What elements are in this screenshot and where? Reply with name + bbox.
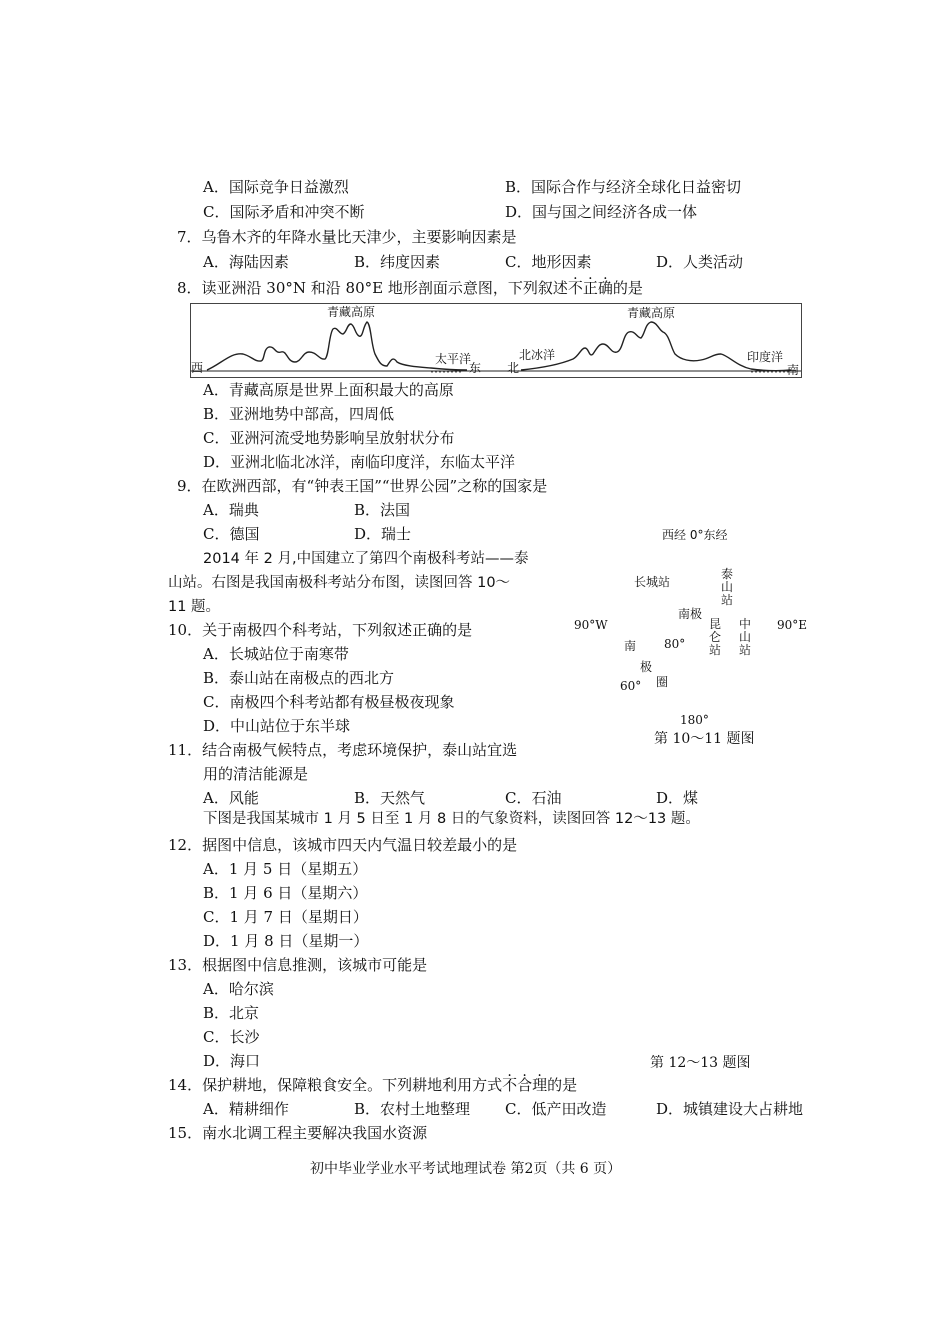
pacific-label: 太平洋	[435, 352, 472, 366]
q13-option-c: C．长沙	[203, 1028, 260, 1046]
kunlun-station-label: 昆仑站	[708, 617, 721, 657]
q8-stem	[177, 278, 643, 298]
east-label: 东	[469, 361, 482, 375]
q6-option-c: C．国际矛盾和冲突不断	[203, 203, 365, 221]
south-pole-label: 南极	[678, 607, 703, 621]
right-plateau-label: 青藏高原	[627, 306, 676, 320]
q9-option-b: B．法国	[354, 501, 411, 519]
q12-option-d: D．1 月 8 日（星期一）	[203, 932, 369, 950]
q10-option-c: C．南极四个科考站都有极昼极夜现象	[203, 693, 455, 711]
q14-option-c: C．低产田改造	[505, 1100, 607, 1118]
antarctic-circle-char-1: 南	[624, 639, 637, 653]
q8-option-a: A．青藏高原是世界上面积最大的高原	[203, 381, 454, 399]
page-footer: 初中毕业学业水平考试地理试卷 第2页（共 6 页）	[310, 1161, 622, 1177]
longitude-90e-label: 90°E	[777, 618, 808, 632]
intro-10-11-line1: 2014 年 2 月,中国建立了第四个南极科考站——泰	[203, 551, 529, 567]
q14-stem-end: 的是	[547, 1076, 578, 1094]
taishan-station-label: 泰山站	[720, 567, 733, 607]
q7-option-b: B．纬度因素	[354, 253, 441, 271]
q9-option-d: D．瑞士	[354, 525, 412, 543]
q9-option-a: A．瑞典	[203, 501, 259, 519]
q13-stem: 13．根据图中信息推测，该城市可能是	[168, 956, 428, 974]
indian-label: 印度洋	[747, 350, 784, 364]
terrain-profile-svg	[191, 304, 801, 377]
q6-option-a: A．国际竞争日益激烈	[203, 178, 349, 196]
q7-option-a: A．海陆因素	[203, 253, 289, 271]
arctic-label: 北冰洋	[519, 348, 556, 362]
q11-option-d: D．煤	[656, 789, 699, 807]
q14-option-b: B．农村土地整理	[354, 1100, 471, 1118]
q13-option-b: B．北京	[203, 1004, 260, 1022]
north-label: 北	[507, 361, 520, 375]
q10-stem: 10．关于南极四个科考站，下列叙述正确的是	[168, 621, 473, 639]
latitude-80-label: 80°	[664, 637, 686, 651]
q6-option-d: D．国与国之间经济各成一体	[505, 203, 698, 221]
q9-option-c: C．德国	[203, 525, 260, 543]
q8-option-c: C．亚洲河流受地势影响呈放射状分布	[203, 429, 455, 447]
left-plateau-label: 青藏高原	[327, 305, 376, 319]
map-top-label: 西经 0°东经	[662, 528, 728, 542]
profile-line-30n	[207, 322, 467, 370]
longitude-90w-label: 90°W	[574, 618, 608, 632]
q11-stem-line1: 11．结合南极气候特点，考虑环境保护，泰山站宜选	[168, 741, 518, 759]
emphasis-char: 理	[532, 1076, 548, 1094]
emphasis-char: 不	[567, 279, 583, 297]
intro-12-13: 下图是我国某城市 1 月 5 日至 1 月 8 日的气象资料，读图回答 12～13 题。	[203, 811, 700, 827]
q13-option-d: D．海口	[203, 1052, 261, 1070]
q11-stem-line2: 用的清洁能源是	[203, 765, 309, 783]
q11-option-b: B．天然气	[354, 789, 426, 807]
q12-stem: 12．据图中信息，该城市四天内气温日较差最小的是	[168, 836, 518, 854]
q8-stem-text: 8．读亚洲沿 30°N 和沿 80°E 地形剖面示意图，下列叙述	[177, 279, 568, 297]
emphasis-char: 合	[517, 1076, 533, 1094]
terrain-profile-figure	[190, 303, 802, 378]
q10-option-b: B．泰山站在南极点的西北方	[203, 669, 395, 687]
q7-option-c: C．地形因素	[505, 253, 592, 271]
q14-stem	[168, 1075, 577, 1095]
q6-option-b: B．国际合作与经济全球化日益密切	[505, 178, 742, 196]
q11-option-a: A．风能	[203, 789, 259, 807]
q10-option-d: D．中山站位于东半球	[203, 717, 351, 735]
q7-stem: 7．乌鲁木齐的年降水量比天津少，主要影响因素是	[177, 228, 517, 246]
antarctic-circle-char-3: 圈	[656, 675, 669, 689]
q12-option-c: C．1 月 7 日（星期日）	[203, 908, 368, 926]
q8-option-b: B．亚洲地势中部高，四周低	[203, 405, 395, 423]
intro-10-11-line2: 山站。右图是我国南极科考站分布图，读图回答 10～	[168, 575, 511, 591]
west-label: 西	[191, 361, 204, 375]
q10-option-a: A．长城站位于南寒带	[203, 645, 349, 663]
q13-option-a: A．哈尔滨	[203, 980, 274, 998]
south-label: 南	[787, 363, 800, 377]
q14-option-d: D．城镇建设大占耕地	[656, 1100, 804, 1118]
figure-caption-10-11: 第 10～11 题图	[654, 731, 755, 747]
q14-option-a: A．精耕细作	[203, 1100, 289, 1118]
q7-option-d: D．人类活动	[656, 253, 744, 271]
emphasis-char: 确	[597, 279, 613, 297]
emphasis-char: 不	[502, 1076, 518, 1094]
q15-stem: 15．南水北调工程主要解决我国水资源	[168, 1124, 428, 1142]
q8-stem-end: 的是	[612, 279, 643, 297]
figure-caption-12-13: 第 12〜13 题图	[650, 1055, 751, 1071]
q12-option-b: B．1 月 6 日（星期六）	[203, 884, 368, 902]
changcheng-station-label: 长城站	[634, 575, 671, 589]
q8-option-d: D．亚洲北临北冰洋，南临印度洋，东临太平洋	[203, 453, 516, 471]
zhongshan-station-label: 中山站	[738, 617, 751, 657]
q14-stem-text: 14．保护耕地，保障粮食安全。下列耕地利用方式	[168, 1076, 503, 1094]
emphasis-char: 正	[582, 279, 598, 297]
longitude-180-label: 180°	[680, 713, 709, 727]
antarctic-circle-char-2: 极	[640, 660, 653, 674]
intro-10-11-line3: 11 题。	[168, 599, 221, 615]
q12-option-a: A．1 月 5 日（星期五）	[203, 860, 368, 878]
q9-stem: 9．在欧洲西部，有“钟表王国”“世界公园”之称的国家是	[177, 477, 548, 495]
latitude-60-label: 60°	[620, 679, 642, 693]
q11-option-c: C．石油	[505, 789, 562, 807]
